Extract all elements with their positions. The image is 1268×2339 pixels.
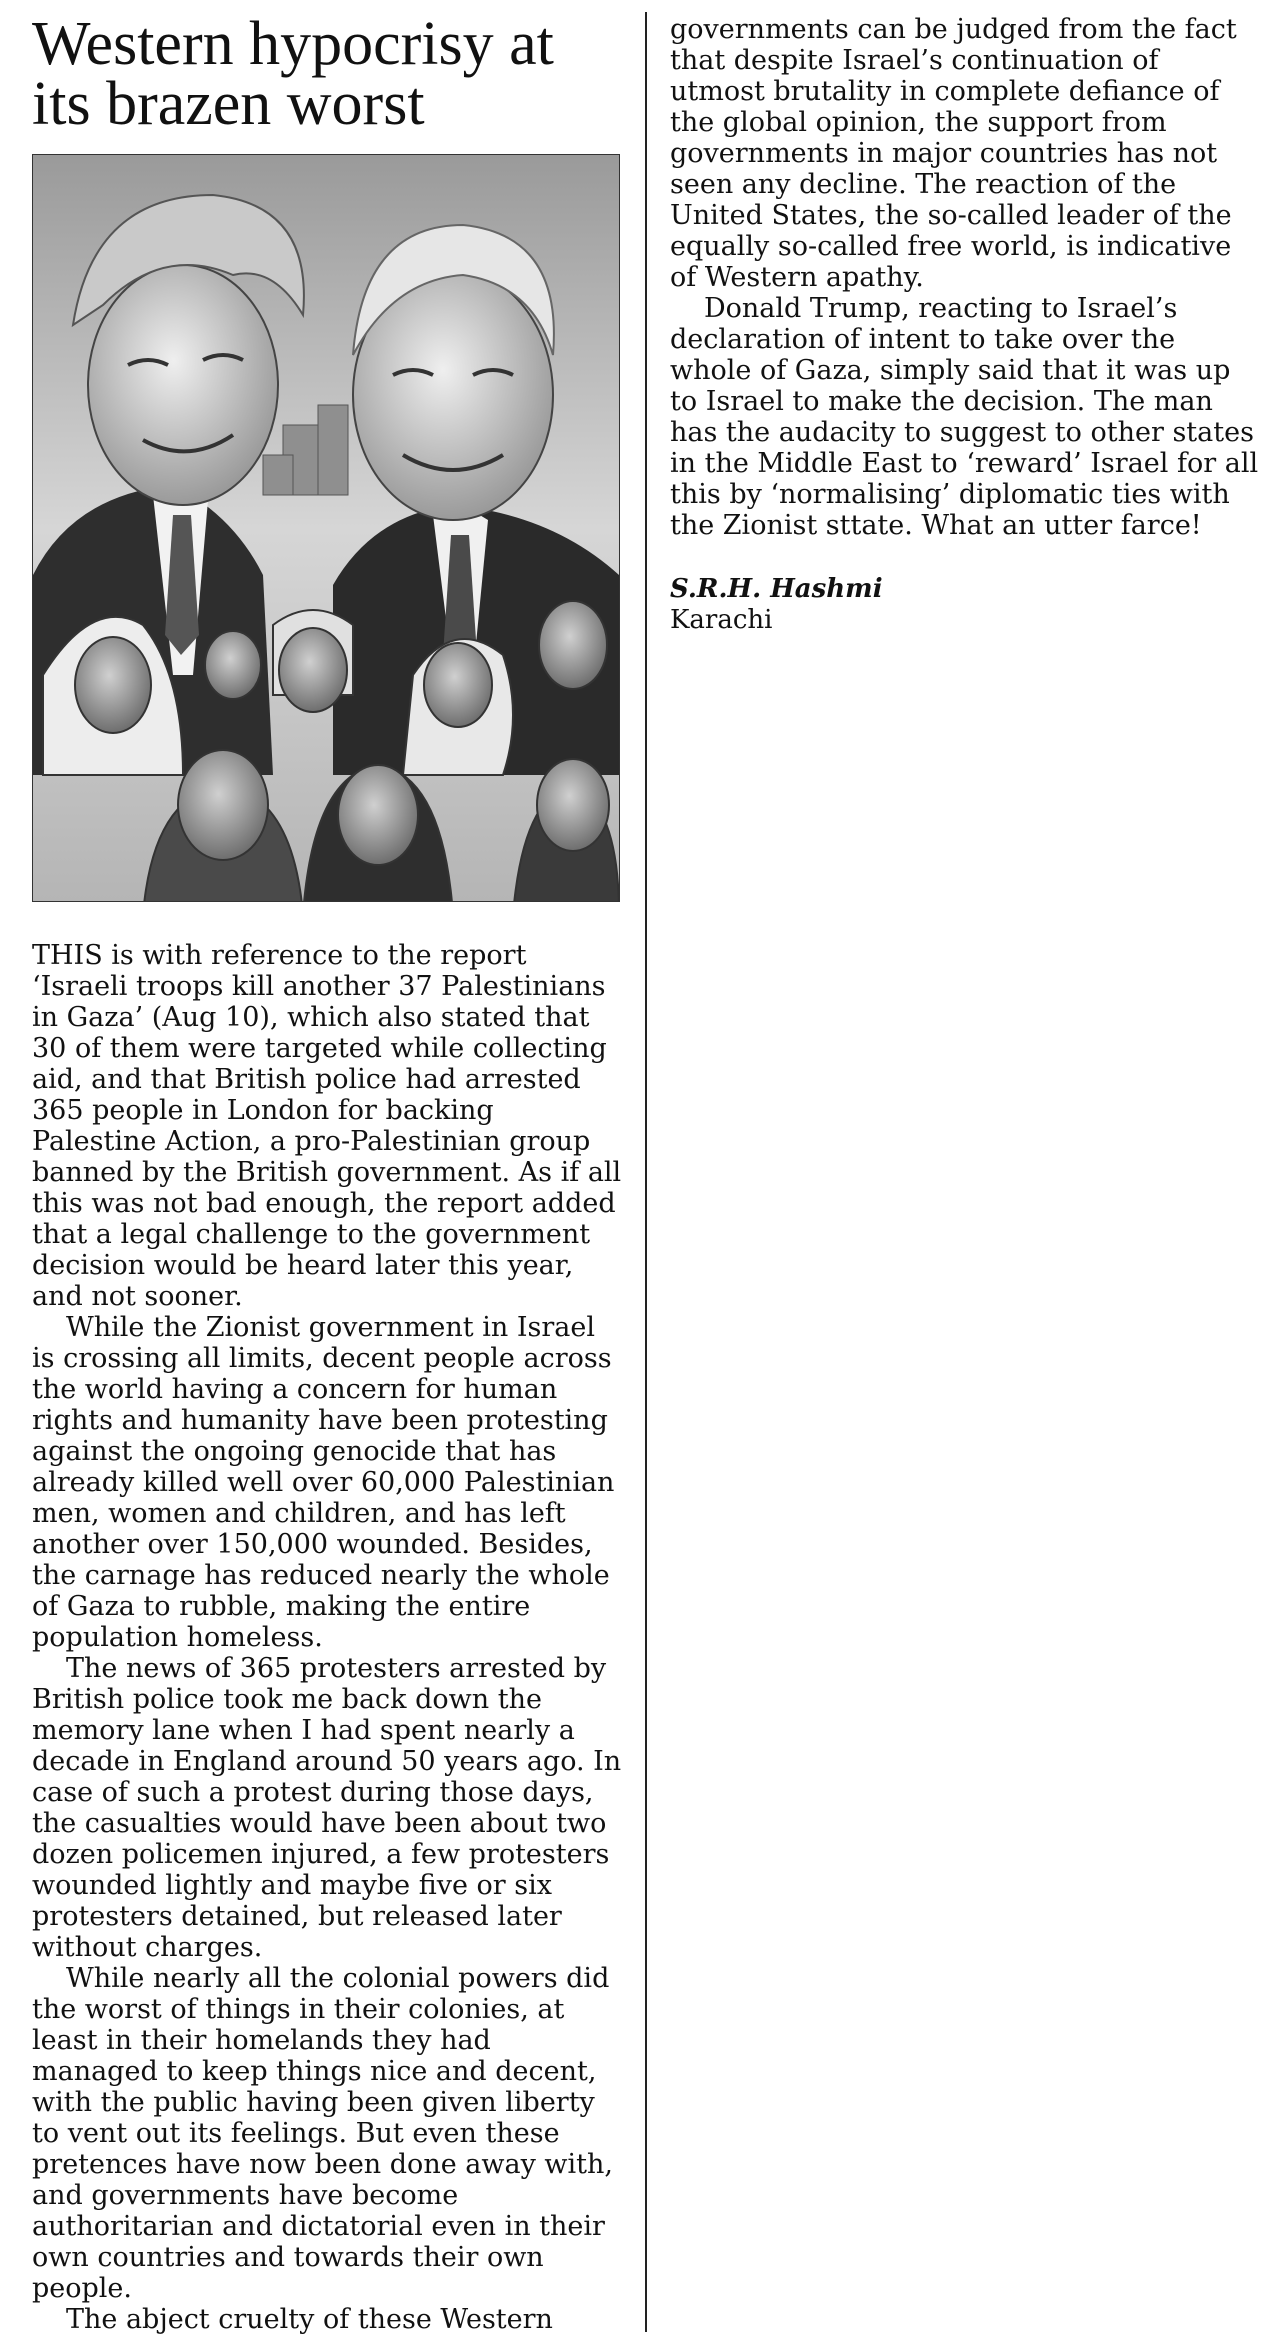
paragraph: THIS is with reference to the report ‘Israeli troops kill another 37 Palestinians in Gaza’ (Aug 10), which also stated that 30 of them were targeted while collecting aid, and that British police had arrested 365 people in London for backing Palestine Action, a pro-Palestinian group banned by the British government. As if all this was not bad enough, the report added that a legal challenge to the government decision would be heard later this year, and not sooner. — [32, 940, 622, 1312]
paragraph: The abject cruelty of these Western — [66, 2304, 553, 2335]
column-divider — [645, 12, 647, 2332]
paragraph: governments can be judged from the fact that despite Israel’s continuation of utmost brutality in complete defiance of the global opinion, the support from governments in major countries has not seen any decline. The reaction of the United States, the so-called leader of the equally so-called free world, is indicative of Western apathy. — [670, 14, 1237, 293]
right-column — [670, 14, 1260, 636]
signature-name: S.R.H. Hashmi — [670, 574, 883, 604]
paragraph: While the Zionist government in Israel is crossing all limits, decent people across the world having a concern for human rights and humanity have been protesting against the ongoing genocide that has already killed well over 60,000 Palestinian men, women and children, and has left another over 150,000 wounded. Besides, the carnage has reduced nearly the whole of Gaza to rubble, making the entire population homeless. — [32, 1312, 615, 1653]
paragraph: The news of 365 protesters arrested by British police took me back down the memory lane when I had spent nearly a decade in England around 50 years ago. In case of such a protest during those days, the casualties would have been about two dozen policemen injured, a few protesters wounded lightly and maybe five or six protesters detained, but released later without charges. — [32, 1653, 622, 1963]
signature-city: Karachi — [670, 605, 773, 635]
headline: Western hypocrisy at its brazen worst — [32, 10, 554, 138]
caricature-illustration — [32, 154, 620, 902]
paragraph: While nearly all the colonial powers did the worst of things in their colonies, at least in their homelands they had managed to keep things nice and decent, with the public having been given liberty to vent out its feelings. But even these pretences have now been done away with, and governments have become authoritarian and dictatorial even in their own countries and towards their own people. — [32, 1963, 613, 2304]
paragraph: Donald Trump, reacting to Israel’s declaration of intent to take over the whole of Gaza, simply said that it was up to Israel to make the decision. The man has the audacity to suggest to other states in the Middle East to ‘reward’ Israel for all this by ‘normalising’ diplomatic ties with the Zionist sttate. What an utter farce! — [670, 293, 1259, 541]
letter-body-left — [32, 940, 622, 2335]
left-column — [32, 10, 622, 2335]
